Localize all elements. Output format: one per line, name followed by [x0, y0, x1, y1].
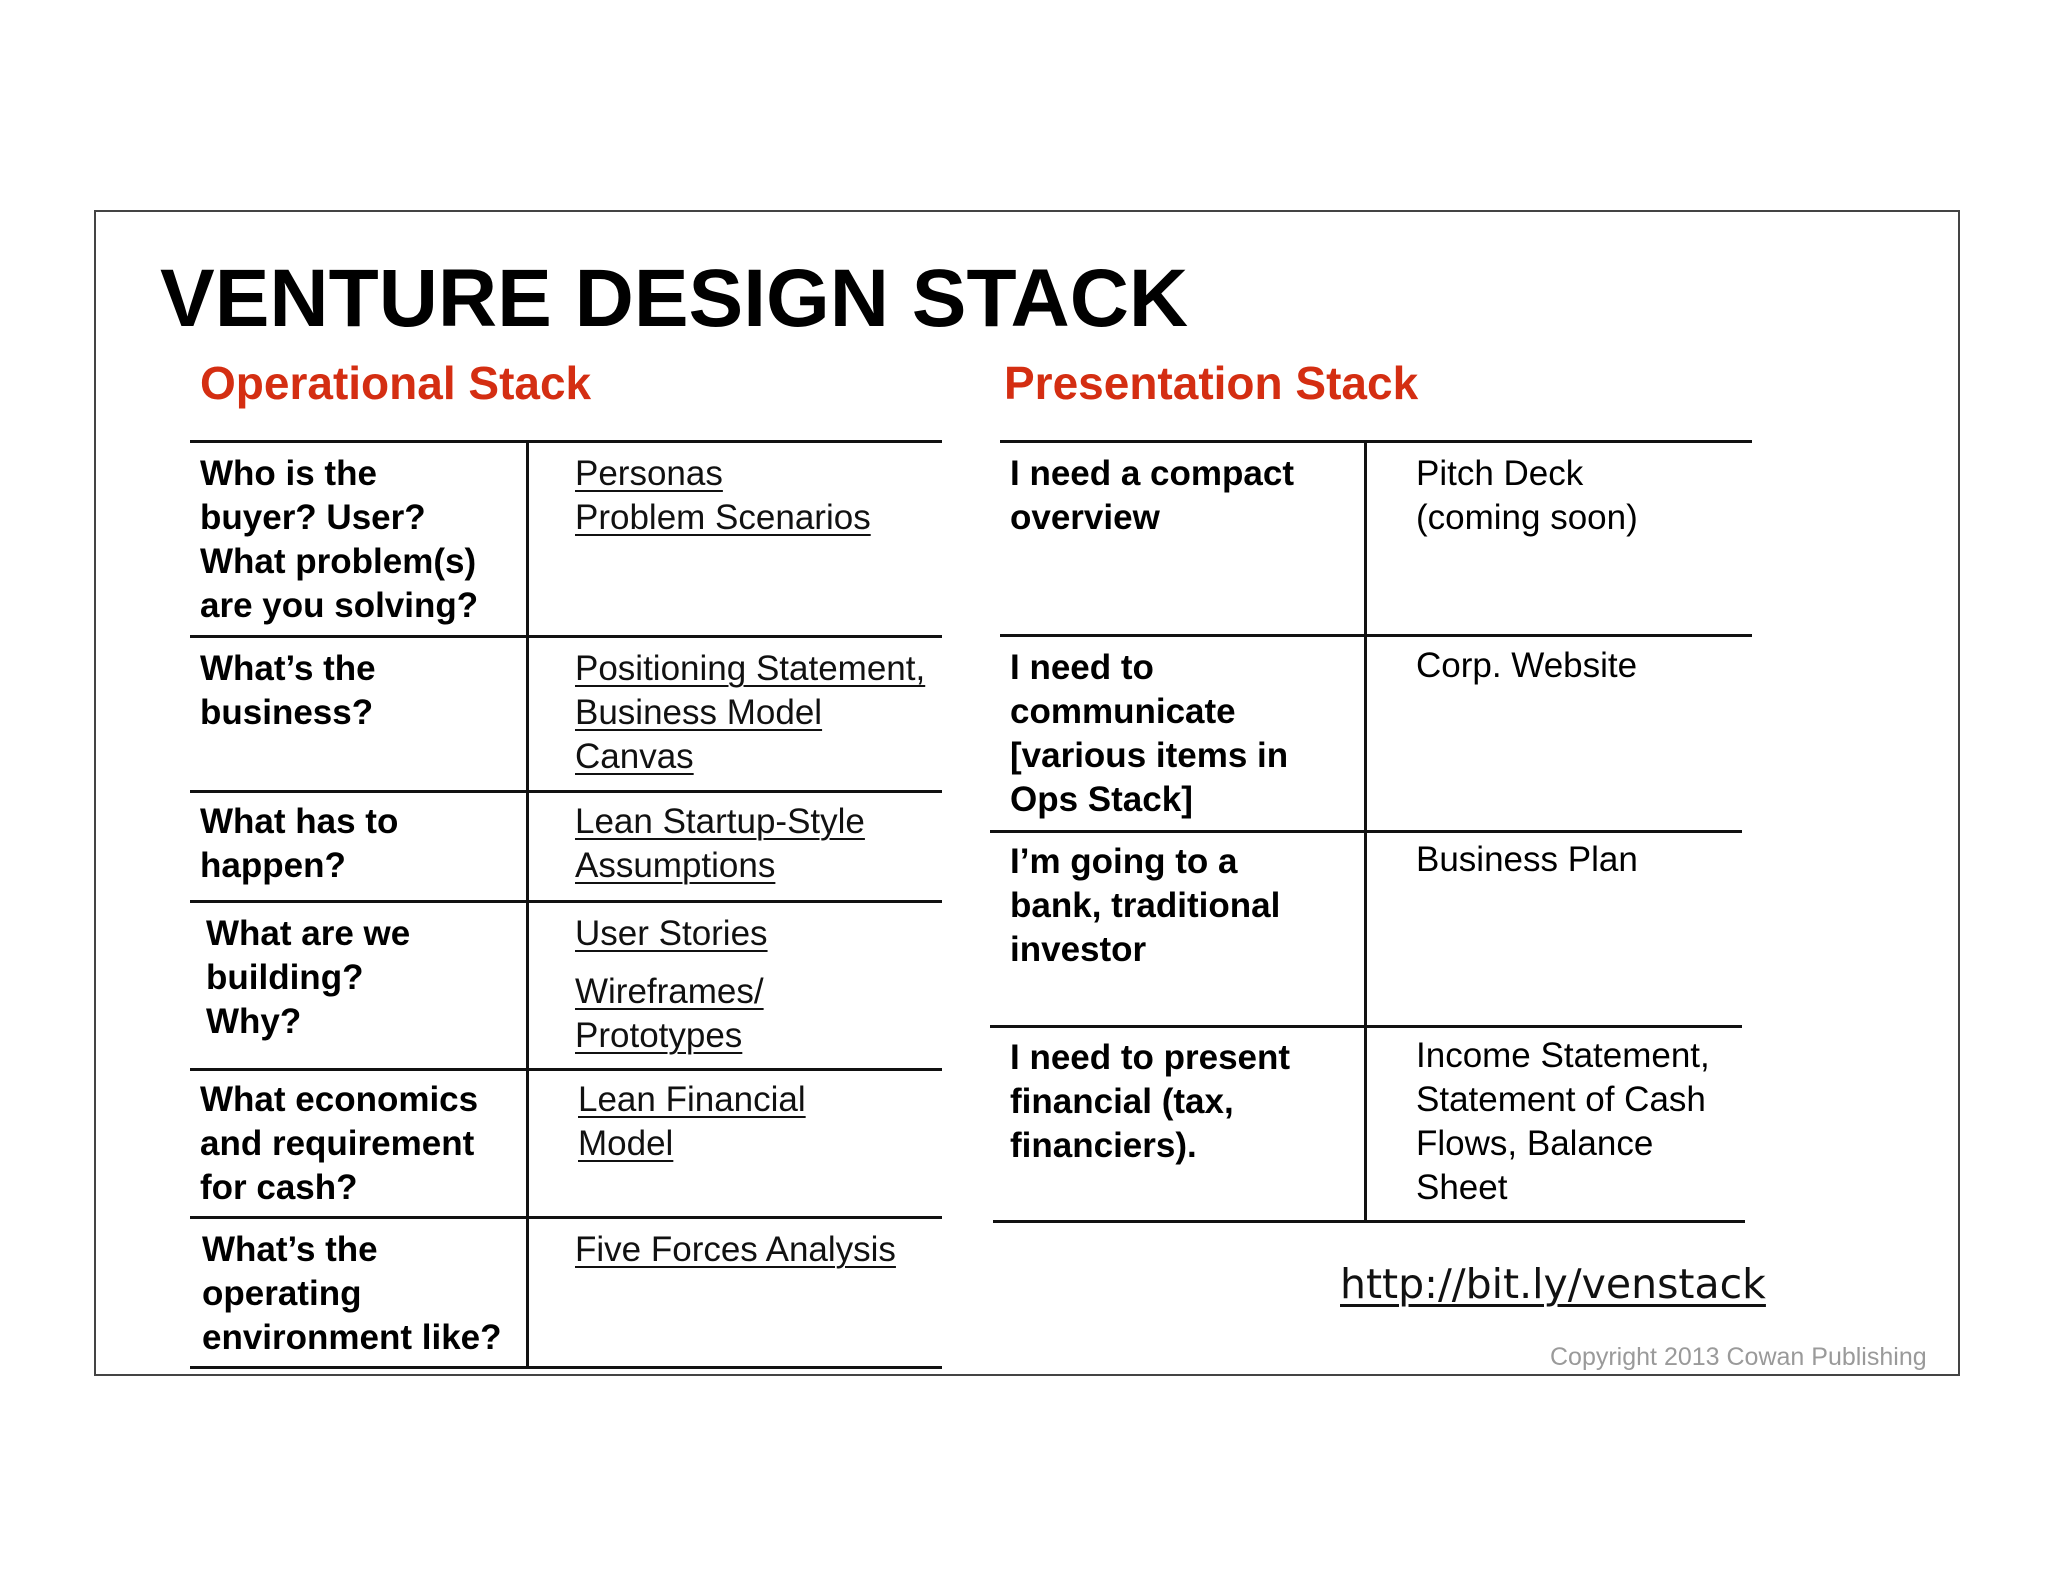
table-rule: [190, 1216, 942, 1219]
link-canvas[interactable]: Canvas: [575, 737, 694, 776]
link-business-model[interactable]: Business Model: [575, 693, 823, 732]
copyright-notice: Copyright 2013 Cowan Publishing: [1550, 1343, 1927, 1371]
pres-artifact-2: Corp. Website: [1416, 646, 1638, 685]
link-lean-startup-style[interactable]: Lean Startup-Style: [575, 802, 865, 841]
table-rule: [190, 790, 942, 793]
table-rule: [1000, 440, 1752, 443]
ops-question-6: What’s the operating environment like?: [202, 1230, 502, 1357]
pres-need-2: I need to communicate [various items in Ops Stack]: [1010, 648, 1289, 819]
pres-need-1: I need a compact overview: [1010, 454, 1294, 537]
pres-need-3: I’m going to a bank, traditional investor: [1010, 842, 1281, 969]
pres-artifact-1: Pitch Deck (coming soon): [1416, 454, 1638, 537]
column-divider: [526, 440, 529, 1369]
presentation-stack-heading: Presentation Stack: [1004, 357, 1419, 409]
link-five-forces-analysis[interactable]: Five Forces Analysis: [575, 1230, 896, 1269]
table-rule: [993, 1220, 1745, 1223]
ops-links-2: [575, 647, 925, 779]
ops-question-3: What has to happen?: [200, 802, 399, 885]
table-rule: [190, 1068, 942, 1071]
page-title: VENTURE DESIGN STACK: [160, 253, 1189, 344]
ops-question-5: What economics and requirement for cash?: [200, 1080, 479, 1207]
pres-need-4: I need to present financial (tax, financiers).: [1010, 1038, 1291, 1165]
ops-links-4: [575, 912, 768, 1058]
ops-question-1: Who is the buyer? User? What problem(s) are you solving?: [200, 454, 479, 625]
operational-stack-heading: Operational Stack: [200, 357, 592, 409]
table-rule: [190, 1366, 942, 1369]
pres-artifact-4: Income Statement, Statement of Cash Flows, Balance Sheet: [1416, 1036, 1710, 1207]
ops-links-3: [575, 800, 865, 888]
ops-links-6: [575, 1228, 896, 1272]
ops-links-5: [578, 1078, 806, 1166]
link-problem-scenarios[interactable]: Problem Scenarios: [575, 498, 871, 537]
table-rule: [190, 440, 942, 443]
ops-links-1: [575, 452, 871, 540]
link-personas[interactable]: Personas: [575, 454, 723, 493]
ops-question-2: What’s the business?: [200, 649, 376, 732]
link-prototypes[interactable]: Prototypes: [575, 1016, 743, 1055]
link-assumptions[interactable]: Assumptions: [575, 846, 776, 885]
link-user-stories[interactable]: User Stories: [575, 914, 768, 953]
link-lean-financial[interactable]: Lean Financial: [578, 1080, 806, 1119]
link-wireframes[interactable]: Wireframes/: [575, 972, 764, 1011]
table-rule: [190, 635, 942, 638]
table-rule: [1000, 634, 1752, 637]
link-model[interactable]: Model: [578, 1124, 674, 1163]
link-positioning-statement[interactable]: Positioning Statement,: [575, 649, 926, 688]
pres-artifact-3: Business Plan: [1416, 840, 1638, 879]
ops-question-4: What are we building? Why?: [206, 914, 411, 1041]
column-divider: [1364, 440, 1367, 1223]
table-rule: [190, 900, 942, 903]
venstack-link[interactable]: http://bit.ly/venstack: [1340, 1260, 1766, 1308]
